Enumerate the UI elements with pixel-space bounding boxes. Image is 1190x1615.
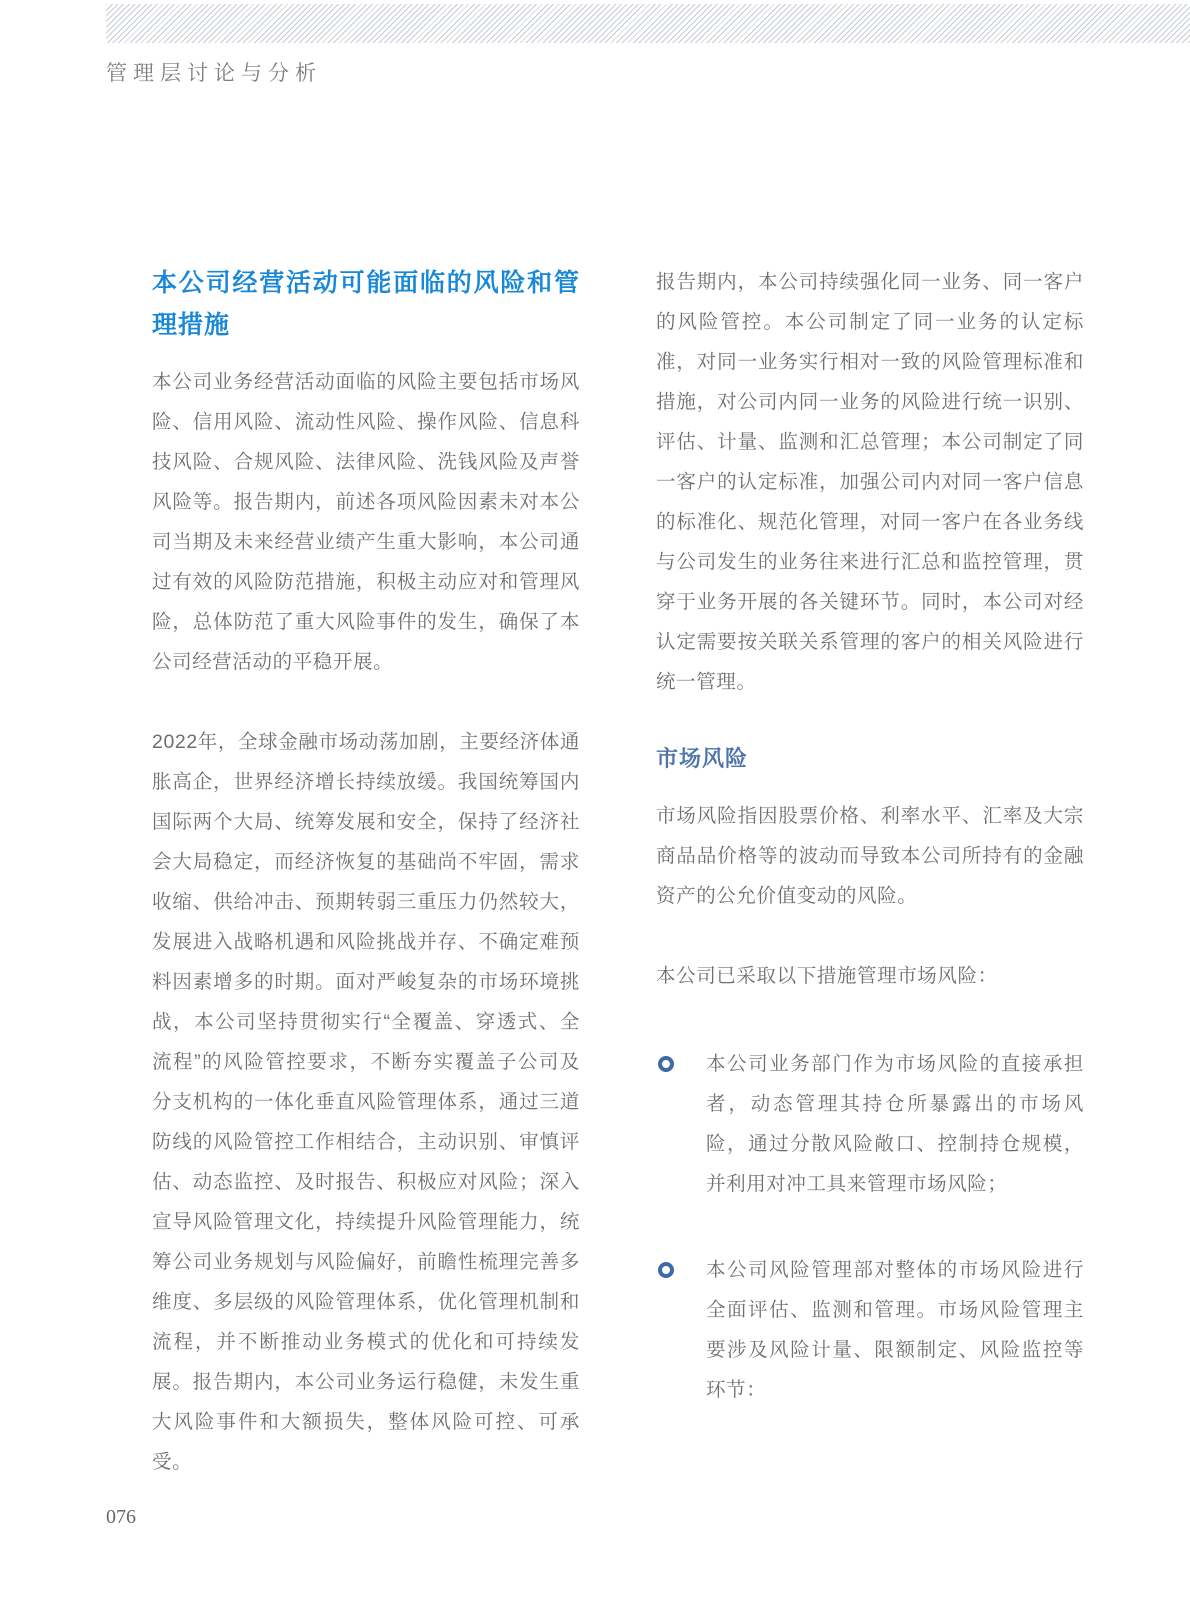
right-column — [656, 262, 1084, 1410]
ring-bullet-icon — [658, 1262, 674, 1278]
measures-intro: 本公司已采取以下措施管理市场风险： — [656, 965, 998, 987]
market-risk-subtitle: 市场风险 — [656, 746, 749, 771]
bullet-text: 本公司风险管理部对整体的市场风险进行全面评估、监测和管理。市场风险管理主要涉及风险计量、限额制定、风险监控等环节： — [706, 1259, 1084, 1401]
bullet-text: 本公司业务部门作为市场风险的直接承担者，动态管理其持仓所暴露出的市场风险，通过分散风险敞口、控制持仓规模，并利用对冲工具来管理市场风险； — [706, 1053, 1084, 1195]
list-item — [656, 1250, 1084, 1410]
measures-list — [656, 1044, 1084, 1410]
list-item — [656, 1044, 1084, 1204]
diagonal-hatch-band — [106, 4, 1190, 43]
left-paragraph-2: 2022年，全球金融市场动荡加剧，主要经济体通胀高企，世界经济增长持续放缓。我国统筹国内国际两个大局、统筹发展和安全，保持了经济社会大局稳定，而经济恢复的基础尚不牢固，需求收缩、供给冲击、预期转弱三重压力仍然较大，发展进入战略机遇和风险挑战并存、不确定难预料因素增多的时期。面对严峻复杂的市场环境挑战，本公司坚持贯彻实行“全覆盖、穿透式、全流程”的风险管控要求，不断夯实覆盖子公司及分支机构的一体化垂直风险管理体系，通过三道防线的风险管控工作相结合，主动识别、审慎评估、动态监控、及时报告、积极应对风险；深入宣导风险管理文化，持续提升风险管理能力，统筹公司业务规划与风险偏好，前瞻性梳理完善多维度、多层级的风险管理体系，优化管理机制和流程，并不断推动业务模式的优化和可持续发展。报告期内，本公司业务运行稳健，未发生重大风险事件和大额损失，整体风险可控、可承受。 — [152, 731, 580, 1473]
ring-bullet-icon — [658, 1056, 674, 1072]
section-title: 本公司经营活动可能面临的风险和管理措施 — [152, 269, 580, 339]
left-column — [152, 262, 580, 1482]
chapter-header: 管理层讨论与分析 — [106, 61, 322, 85]
market-risk-definition: 市场风险指因股票价格、利率水平、汇率及大宗商品品价格等的波动而导致本公司所持有的金融资产的公允价值变动的风险。 — [656, 805, 1084, 907]
page-number: 076 — [106, 1506, 136, 1528]
left-paragraph-1: 本公司业务经营活动面临的风险主要包括市场风险、信用风险、流动性风险、操作风险、信息科技风险、合规风险、法律风险、洗钱风险及声誉风险等。报告期内，前述各项风险因素未对本公司当期及未来经营业绩产生重大影响，本公司通过有效的风险防范措施，积极主动应对和管理风险，总体防范了重大风险事件的发生，确保了本公司经营活动的平稳开展。 — [152, 371, 580, 673]
right-intro-paragraph: 报告期内，本公司持续强化同一业务、同一客户的风险管控。本公司制定了同一业务的认定标准，对同一业务实行相对一致的风险管理标准和措施，对公司内同一业务的风险进行统一识别、评估、计量、监测和汇总管理；本公司制定了同一客户的认定标准，加强公司内对同一客户信息的标准化、规范化管理，对同一客户在各业务线与公司发生的业务往来进行汇总和监控管理，贯穿于业务开展的各关键环节。同时，本公司对经认定需要按关联关系管理的客户的相关风险进行统一管理。 — [656, 271, 1084, 693]
